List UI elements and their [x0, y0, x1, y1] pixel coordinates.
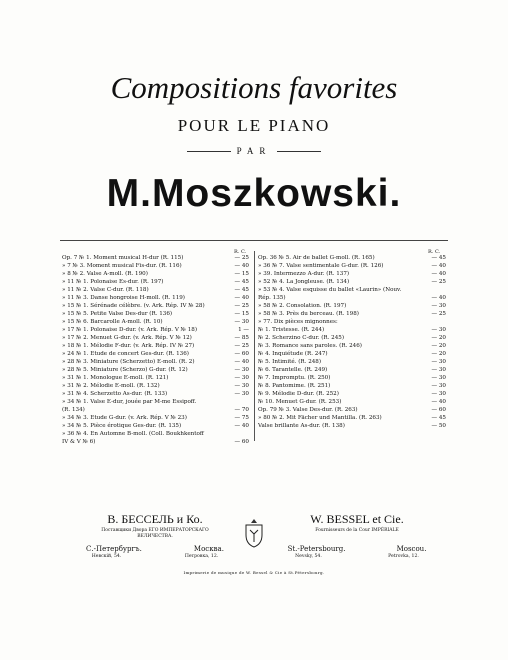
left-item-price: — 60 [234, 439, 249, 445]
left-item-price: — 30 [234, 375, 249, 381]
left-item-price: — 15 [234, 271, 249, 277]
right-item-label: » 36 № 7. Valse sentimentale G-dur. (R. 126) [258, 263, 384, 269]
left-item-price: — 30 [234, 319, 249, 325]
addr-spb-fr: Nevsky, 54. [295, 554, 322, 559]
left-item-label: IV & V № 6) [62, 439, 96, 445]
left-item-price: — 70 [234, 407, 249, 413]
left-item-price: — 75 [234, 415, 249, 421]
right-item-label: » 52 № 4. La Jongleuse. (R. 134) [258, 279, 350, 285]
left-item-price: 1 — [238, 327, 249, 333]
left-item-label: » 11 № 3. Danse hongroise H-moll. (R. 119) [62, 295, 185, 301]
right-item-label: » 58 № 3. Près du berceau. (R. 198) [258, 311, 359, 317]
right-item-price: — 25 [431, 279, 446, 285]
composer-name: M.Moszkowski. [106, 172, 402, 215]
right-item-price: — 40 [431, 271, 446, 277]
right-item-price: — 30 [431, 359, 446, 365]
right-item-label: » 80 № 2. Mit Fächer und Mantilla. (R. 263) [258, 415, 382, 421]
left-item-price: — 45 [234, 287, 249, 293]
left-item-price: — 45 [234, 279, 249, 285]
publisher-warrant-ru-2: ВЕЛИЧЕСТВА. [137, 534, 173, 539]
left-item-label: » 31 № 1. Monologue E-moll. (R. 121) [62, 375, 169, 381]
left-item-label: » 34 № 5. Pièce érotique Ges-dur. (R. 135) [62, 423, 182, 429]
right-item-price: — 20 [431, 335, 446, 341]
left-item-label: » 15 № 6. Barcarolle A-moll. (R. 10) [62, 319, 163, 325]
addresses-fr [262, 554, 452, 559]
right-item-price: — 40 [431, 399, 446, 405]
printer-imprint: Imprimerie de musique de W. Bessel & Cie à St.Pétersbourg. [183, 570, 325, 575]
right-item-label: № 4. Inquiétude (R. 247) [258, 351, 328, 357]
left-item-label: » 8 № 2. Valse A-moll. (R. 190) [62, 271, 148, 277]
right-item-label: Valse brillante As-dur. (R. 138) [258, 423, 345, 429]
publisher-warrant-ru: Поставщики Двора ЕГО ИМПЕРАТОРСКАГО [101, 528, 209, 533]
left-item-price: — 25 [234, 303, 249, 309]
right-item-price: — 40 [431, 263, 446, 269]
left-item-price: — 40 [234, 295, 249, 301]
right-item-label: » 53 № 4. Valse esquisse du ballet «Laurin» (Nouv. [258, 287, 402, 293]
publisher-name-fr: W. BESSEL et Cie. [310, 512, 404, 526]
right-item-price: — 30 [431, 327, 446, 333]
right-item-label: № 2. Scherzino C-dur. (R. 245) [258, 335, 345, 341]
cities-fr [262, 545, 452, 553]
right-item-price: — 45 [431, 255, 446, 261]
left-item-label: » 31 № 4. Scherzetto As-dur. (R. 133) [62, 391, 168, 397]
right-item-price: — 30 [431, 367, 446, 373]
left-item-label: » 15 № 5. Petite Valse Des-dur (R. 136) [62, 311, 173, 317]
left-item-price: — 60 [234, 351, 249, 357]
left-item-price: — 30 [234, 391, 249, 397]
left-item-price: — 30 [234, 367, 249, 373]
left-item-price: — 85 [234, 335, 249, 341]
right-item-label: № 5. Intimité. (R. 248) [258, 359, 322, 365]
right-item-label: » 77. Dix pièces mignonnes: [258, 319, 338, 325]
left-item-label: » 11 № 1. Polonaise Es-dur. (R. 197) [62, 279, 164, 285]
right-item-label: » 58 № 2. Consolation. (R. 197) [258, 303, 347, 309]
left-item-price: — 25 [234, 255, 249, 261]
left-column-header: R. C. [234, 249, 247, 255]
right-item-price: — 20 [431, 343, 446, 349]
left-item-label: » 28 № 5. Miniature (Scherzo) G-dur. (R. 12) [62, 367, 188, 373]
right-item-label: Rép. 135) [258, 295, 286, 301]
left-item-label: » 11 № 2. Valse C-dur. (R. 118) [62, 287, 149, 293]
addr-moscow-fr: Petrovka, 12. [388, 554, 419, 559]
cities-ru [60, 545, 250, 553]
left-item-label: » 36 № 4. En Automne B-moll. (Coll. Boukhkentoff [62, 431, 204, 437]
city-spb-fr: St.-Petersbourg. [287, 545, 346, 553]
left-item-label: » 34 № 1. Valse E-dur, jouée par M-me Essipoff. [62, 399, 197, 405]
right-item-price: — 60 [431, 407, 446, 413]
right-item-price: — 20 [431, 351, 446, 357]
city-moscow-ru: Москва. [193, 545, 224, 553]
left-item-label: » 31 № 2. Mélodie E-moll. (R. 132) [62, 383, 160, 389]
par-label: PAR [236, 146, 272, 156]
right-item-price: — 30 [431, 375, 446, 381]
right-item-label: Op. 79 № 3. Valse Des-dur. (R. 263) [258, 407, 358, 413]
right-item-label: № 10. Menuet G-dur. (R. 253) [258, 399, 342, 405]
left-item-price: — 15 [234, 311, 249, 317]
right-item-label: » 39. Intermezzo A-dur. (R. 137) [258, 271, 350, 277]
left-item-label: (R. 134) [62, 407, 85, 413]
left-item-label: » 17 № 2. Menuet G-dur. (v. Ark. Rép. V № 12) [62, 335, 192, 341]
publisher-french [262, 512, 452, 559]
addr-spb-ru: Невскій, 54. [91, 554, 122, 559]
right-item-price: — 25 [431, 311, 446, 317]
left-item-price: — 40 [234, 359, 249, 365]
city-moscow-fr: Moscou. [396, 545, 427, 553]
right-column-header: R. C. [428, 249, 441, 255]
city-spb-ru: С.-Петербургъ. [86, 545, 142, 553]
right-item-label: № 7. Impromptu. (R. 250) [258, 375, 331, 381]
right-item-price: — 30 [431, 303, 446, 309]
left-item-price: — 25 [234, 343, 249, 349]
publisher-warrant-fr-spacer [262, 534, 452, 539]
par-rule-left [187, 151, 231, 152]
right-item-price: — 30 [431, 391, 446, 397]
right-item-label: № 1. Tristesse. (R. 244) [258, 327, 325, 333]
main-title: Compositions favorites [110, 70, 398, 105]
right-item-price: — 30 [431, 383, 446, 389]
left-item-label: » 7 № 3. Moment musical Fis-dur. (R. 116) [62, 263, 182, 269]
left-item-label: » 17 № 1. Polonaise D-dur. (v. Ark. Rép. V № 18) [62, 327, 198, 333]
right-item-label: № 8. Pantomime. (R. 251) [258, 383, 331, 389]
left-item-price: — 40 [234, 263, 249, 269]
right-item-label: № 3. Romance sans paroles. (R. 246) [258, 343, 362, 349]
left-item-price: — 40 [234, 423, 249, 429]
publisher-russian [60, 512, 250, 559]
left-item-label: » 34 № 3. Etude G-dur. (v. Ark. Rép. V № 23) [62, 415, 187, 421]
addresses-ru [60, 554, 250, 559]
left-item-label: » 24 № 1. Etude de concert Ges-dur. (R. 136) [62, 351, 189, 357]
top-rule [60, 240, 448, 241]
left-item-label: » 15 № 1. Sérénade célèbre. (v. Ark. Rép. IV № 28) [62, 303, 205, 309]
par-rule-right [277, 151, 321, 152]
subtitle: POUR LE PIANO [177, 116, 331, 135]
right-item-label: № 9. Mélodie D-dur. (R. 252) [258, 391, 339, 397]
left-item-label: Op. 7 № 1. Moment musical H-dur (R. 115) [62, 255, 184, 261]
right-item-label: № 6. Tarantelle. (R. 249) [258, 367, 328, 373]
left-item-label: » 18 № 1. Mélodie F-dur. (v. Ark. Rép. IV № 27) [62, 343, 195, 349]
addr-moscow-ru: Петровка, 12. [184, 554, 219, 559]
left-item-price: — 30 [234, 383, 249, 389]
right-item-price: — 45 [431, 415, 446, 421]
left-item-label: » 28 № 3. Miniature (Scherzetto) E-moll. (R. 2) [62, 359, 195, 365]
column-divider [254, 251, 255, 441]
publisher-warrant-fr: Fournisseurs de la Cour IMPÉRIALE [315, 528, 399, 533]
par-line [0, 146, 508, 156]
right-item-price: — 50 [431, 423, 446, 429]
publisher-name-ru: В. БЕССЕЛЬ и Ко. [107, 512, 203, 526]
right-item-label: Op. 36 № 5. Air de ballet G-moll. (R. 165) [258, 255, 375, 261]
right-item-price: — 40 [431, 295, 446, 301]
